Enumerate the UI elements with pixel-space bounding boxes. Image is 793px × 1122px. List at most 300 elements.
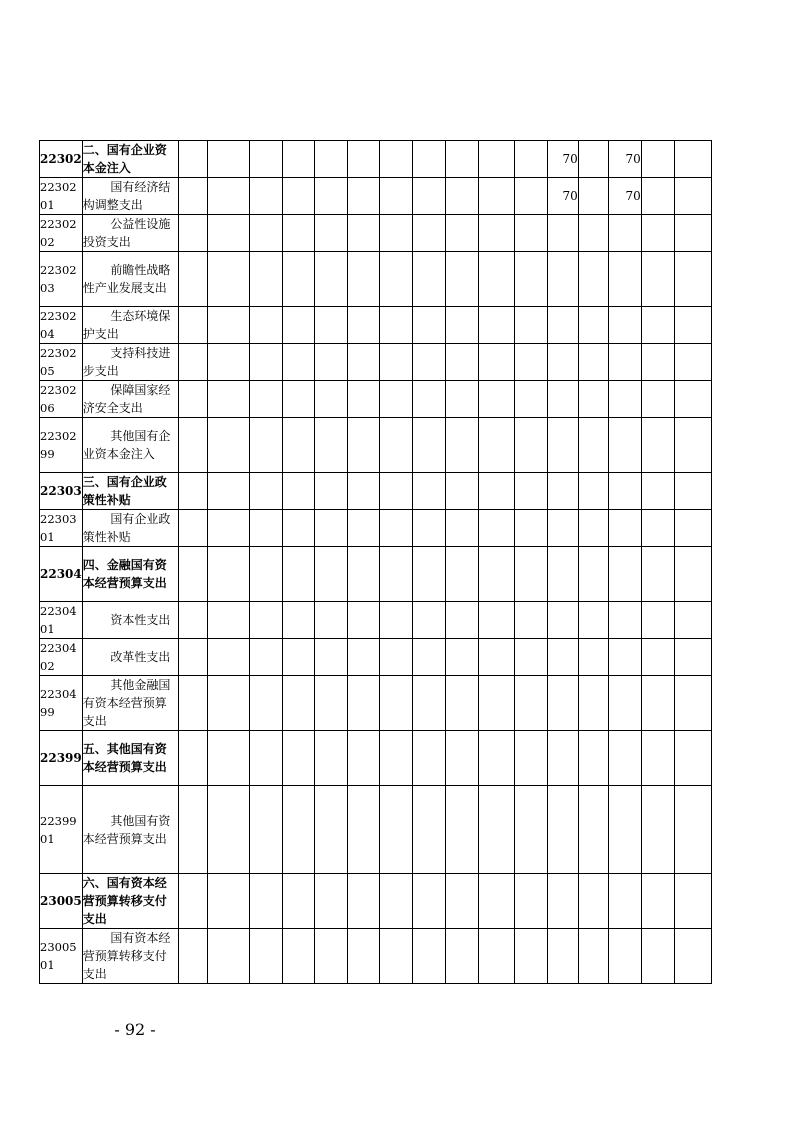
cell-value — [347, 178, 379, 215]
cell-value — [282, 178, 314, 215]
table-row — [40, 786, 712, 874]
cell-value — [282, 344, 314, 381]
cell-value — [608, 215, 641, 252]
cell-value — [314, 731, 347, 786]
cell-value — [282, 547, 314, 602]
cell-code: 22304 — [40, 547, 83, 602]
cell-value — [641, 141, 674, 178]
cell-value — [178, 602, 207, 639]
cell-item-name — [82, 602, 178, 639]
cell-item-name — [82, 381, 178, 418]
cell-value — [674, 215, 711, 252]
cell-value — [445, 381, 478, 418]
cell-item-name — [82, 252, 178, 307]
cell-value — [314, 676, 347, 731]
cell-value — [478, 874, 514, 929]
cell-value — [347, 215, 379, 252]
cell-value — [445, 602, 478, 639]
cell-value — [412, 786, 445, 874]
cell-value — [314, 141, 347, 178]
cell-value — [578, 874, 608, 929]
cell-value — [249, 639, 282, 676]
cell-value — [314, 473, 347, 510]
cell-value — [514, 381, 547, 418]
table-row — [40, 929, 712, 984]
cell-value — [641, 547, 674, 602]
cell-code: 2230204 — [40, 307, 83, 344]
item-name-text: 二、国有企业资本金注入 — [82, 143, 167, 175]
cell-value — [282, 381, 314, 418]
cell-value — [412, 676, 445, 731]
cell-value — [412, 344, 445, 381]
cell-code: 2230402 — [40, 639, 83, 676]
cell-value — [314, 307, 347, 344]
cell-value — [178, 178, 207, 215]
cell-code: 2230299 — [40, 418, 83, 473]
cell-value — [514, 510, 547, 547]
cell-value — [547, 929, 578, 984]
cell-value — [178, 215, 207, 252]
cell-value — [207, 731, 249, 786]
cell-value — [547, 547, 578, 602]
cell-code: 2230203 — [40, 252, 83, 307]
cell-value — [445, 929, 478, 984]
budget-table — [39, 140, 712, 984]
cell-value — [282, 252, 314, 307]
cell-value — [314, 786, 347, 874]
cell-value — [547, 381, 578, 418]
cell-value — [207, 874, 249, 929]
cell-value — [207, 215, 249, 252]
cell-value — [314, 381, 347, 418]
item-name-text: 其他国有资本经营预算支出 — [82, 813, 171, 846]
cell-value — [445, 178, 478, 215]
cell-code: 2230205 — [40, 344, 83, 381]
cell-value — [379, 786, 412, 874]
cell-value — [674, 731, 711, 786]
cell-value — [379, 639, 412, 676]
cell-value — [249, 874, 282, 929]
cell-value — [578, 418, 608, 473]
cell-value — [379, 418, 412, 473]
cell-value — [641, 929, 674, 984]
cell-value — [249, 307, 282, 344]
cell-value: 70 — [547, 141, 578, 178]
cell-value — [445, 418, 478, 473]
cell-value — [674, 874, 711, 929]
cell-value — [608, 602, 641, 639]
cell-value — [514, 639, 547, 676]
cell-value — [478, 639, 514, 676]
cell-code: 2230401 — [40, 602, 83, 639]
cell-value — [478, 510, 514, 547]
cell-value — [641, 252, 674, 307]
cell-value — [412, 547, 445, 602]
cell-value — [578, 639, 608, 676]
table-row — [40, 510, 712, 547]
cell-value — [674, 418, 711, 473]
cell-value — [514, 307, 547, 344]
cell-code: 2230206 — [40, 381, 83, 418]
cell-value — [412, 418, 445, 473]
cell-value — [207, 307, 249, 344]
cell-value — [207, 676, 249, 731]
table-row — [40, 141, 712, 178]
cell-value — [547, 602, 578, 639]
cell-value — [178, 874, 207, 929]
cell-value — [178, 929, 207, 984]
table-row — [40, 178, 712, 215]
cell-item-name — [82, 786, 178, 874]
table-row — [40, 731, 712, 786]
cell-value — [674, 929, 711, 984]
cell-value — [314, 547, 347, 602]
cell-code: 2230202 — [40, 215, 83, 252]
cell-code: 2230301 — [40, 510, 83, 547]
cell-value — [547, 307, 578, 344]
cell-value — [514, 929, 547, 984]
cell-value — [347, 473, 379, 510]
cell-value: 70 — [608, 178, 641, 215]
cell-value — [641, 874, 674, 929]
cell-value — [178, 676, 207, 731]
table-row — [40, 252, 712, 307]
cell-value — [608, 639, 641, 676]
cell-value — [207, 786, 249, 874]
cell-value — [641, 473, 674, 510]
cell-code: 2239901 — [40, 786, 83, 874]
cell-value — [547, 344, 578, 381]
cell-value — [514, 141, 547, 178]
cell-value — [178, 381, 207, 418]
table-row — [40, 639, 712, 676]
table-row — [40, 215, 712, 252]
cell-value — [547, 639, 578, 676]
item-name-text: 国有经济结构调整支出 — [82, 180, 171, 212]
cell-value — [578, 381, 608, 418]
cell-value — [379, 602, 412, 639]
cell-value — [347, 639, 379, 676]
cell-value — [578, 731, 608, 786]
cell-value — [547, 418, 578, 473]
cell-value — [207, 639, 249, 676]
cell-value — [608, 874, 641, 929]
cell-value — [314, 602, 347, 639]
cell-value — [547, 252, 578, 307]
cell-value — [547, 473, 578, 510]
cell-value — [608, 344, 641, 381]
cell-value — [674, 639, 711, 676]
cell-value — [445, 676, 478, 731]
cell-value — [674, 344, 711, 381]
cell-value — [379, 473, 412, 510]
cell-value — [412, 510, 445, 547]
cell-value — [347, 786, 379, 874]
cell-value — [412, 639, 445, 676]
cell-value — [249, 602, 282, 639]
cell-value — [445, 874, 478, 929]
cell-value — [478, 929, 514, 984]
cell-value — [478, 676, 514, 731]
cell-value — [674, 252, 711, 307]
table-row — [40, 473, 712, 510]
cell-value — [412, 602, 445, 639]
cell-value — [578, 307, 608, 344]
cell-value — [514, 178, 547, 215]
cell-value — [478, 141, 514, 178]
cell-value — [379, 178, 412, 215]
cell-value — [445, 473, 478, 510]
cell-value — [478, 602, 514, 639]
table-row — [40, 344, 712, 381]
item-name-text: 国有资本经营预算转移支付支出 — [82, 931, 171, 981]
cell-value — [178, 510, 207, 547]
cell-value — [379, 874, 412, 929]
cell-value — [608, 547, 641, 602]
cell-value — [314, 215, 347, 252]
cell-value — [514, 786, 547, 874]
cell-code: 2230201 — [40, 178, 83, 215]
cell-value — [249, 929, 282, 984]
cell-value — [282, 676, 314, 731]
cell-item-name — [82, 547, 178, 602]
cell-value — [412, 178, 445, 215]
cell-value — [445, 141, 478, 178]
cell-value — [207, 473, 249, 510]
item-name-text: 支持科技进步支出 — [82, 346, 171, 378]
item-name-text: 保障国家经济安全支出 — [82, 383, 171, 415]
cell-value — [178, 307, 207, 344]
item-name-text: 四、金融国有资本经营预算支出 — [82, 558, 167, 590]
cell-value — [514, 731, 547, 786]
cell-value — [608, 381, 641, 418]
page-number: - 92 - — [114, 1020, 156, 1039]
cell-value — [412, 473, 445, 510]
cell-value — [412, 252, 445, 307]
cell-value — [249, 473, 282, 510]
cell-value — [347, 381, 379, 418]
cell-value — [445, 639, 478, 676]
cell-value — [207, 929, 249, 984]
cell-value — [547, 874, 578, 929]
cell-value — [578, 676, 608, 731]
cell-value — [347, 510, 379, 547]
cell-value — [347, 731, 379, 786]
cell-value — [674, 676, 711, 731]
cell-value — [178, 344, 207, 381]
cell-value — [249, 141, 282, 178]
cell-item-name — [82, 307, 178, 344]
cell-value — [178, 141, 207, 178]
item-name-text: 资本性支出 — [110, 613, 171, 627]
cell-value — [674, 602, 711, 639]
cell-value — [641, 381, 674, 418]
cell-value — [207, 178, 249, 215]
cell-value — [578, 510, 608, 547]
cell-value — [445, 510, 478, 547]
cell-value — [314, 418, 347, 473]
cell-value: 70 — [608, 141, 641, 178]
cell-value — [282, 874, 314, 929]
cell-value — [249, 547, 282, 602]
cell-code: 23005 — [40, 874, 83, 929]
table-row — [40, 676, 712, 731]
cell-value — [514, 215, 547, 252]
cell-value — [347, 676, 379, 731]
cell-value — [547, 510, 578, 547]
cell-value — [249, 731, 282, 786]
cell-value — [578, 786, 608, 874]
cell-value — [249, 418, 282, 473]
cell-value — [478, 731, 514, 786]
cell-value — [674, 547, 711, 602]
cell-value — [379, 929, 412, 984]
table-row — [40, 874, 712, 929]
cell-value — [641, 178, 674, 215]
cell-value — [478, 178, 514, 215]
cell-value — [478, 786, 514, 874]
cell-value — [578, 473, 608, 510]
cell-value — [379, 307, 412, 344]
cell-value — [379, 731, 412, 786]
cell-value — [379, 676, 412, 731]
cell-value — [314, 178, 347, 215]
cell-value — [445, 344, 478, 381]
cell-code: 22302 — [40, 141, 83, 178]
cell-value — [641, 307, 674, 344]
item-name-text: 其他国有企业资本金注入 — [82, 429, 171, 461]
cell-value — [578, 215, 608, 252]
cell-value — [379, 252, 412, 307]
cell-value — [674, 786, 711, 874]
cell-value — [178, 731, 207, 786]
cell-value — [641, 215, 674, 252]
cell-value — [249, 252, 282, 307]
cell-value — [207, 141, 249, 178]
cell-value — [314, 639, 347, 676]
cell-value — [412, 731, 445, 786]
item-name-text: 改革性支出 — [110, 650, 171, 664]
cell-code: 22303 — [40, 473, 83, 510]
cell-value — [249, 178, 282, 215]
cell-item-name — [82, 510, 178, 547]
table-row — [40, 547, 712, 602]
table-row — [40, 602, 712, 639]
cell-value — [674, 307, 711, 344]
cell-value — [514, 418, 547, 473]
cell-code: 2300501 — [40, 929, 83, 984]
cell-value — [478, 215, 514, 252]
cell-value — [379, 215, 412, 252]
cell-value — [379, 547, 412, 602]
cell-item-name — [82, 473, 178, 510]
cell-item-name — [82, 215, 178, 252]
cell-code: 22399 — [40, 731, 83, 786]
item-name-text: 国有企业政策性补贴 — [82, 512, 171, 544]
table-row — [40, 307, 712, 344]
cell-item-name — [82, 418, 178, 473]
cell-value — [641, 344, 674, 381]
cell-value — [379, 141, 412, 178]
cell-value — [282, 510, 314, 547]
cell-value — [578, 141, 608, 178]
cell-value — [478, 307, 514, 344]
cell-value — [282, 639, 314, 676]
cell-value — [282, 141, 314, 178]
cell-value — [314, 510, 347, 547]
item-name-text: 生态环境保护支出 — [82, 309, 171, 341]
cell-item-name — [82, 929, 178, 984]
item-name-text: 五、其他国有资本经营预算支出 — [82, 742, 167, 774]
cell-value — [608, 786, 641, 874]
cell-value — [282, 215, 314, 252]
cell-value — [314, 874, 347, 929]
cell-value — [412, 307, 445, 344]
cell-value — [608, 510, 641, 547]
cell-value — [412, 381, 445, 418]
item-name-text: 其他金融国有资本经营预算支出 — [82, 678, 171, 728]
cell-value — [608, 929, 641, 984]
cell-value — [608, 418, 641, 473]
cell-code: 2230499 — [40, 676, 83, 731]
cell-value — [608, 252, 641, 307]
cell-value — [514, 252, 547, 307]
cell-value — [445, 547, 478, 602]
item-name-text: 六、国有资本经营预算转移支付支出 — [82, 876, 167, 926]
cell-value — [412, 929, 445, 984]
cell-value — [478, 344, 514, 381]
cell-value — [379, 344, 412, 381]
cell-value — [578, 344, 608, 381]
cell-value — [608, 307, 641, 344]
cell-value — [178, 418, 207, 473]
cell-value — [249, 786, 282, 874]
cell-value — [249, 510, 282, 547]
cell-value — [347, 602, 379, 639]
cell-value — [514, 547, 547, 602]
cell-value — [641, 786, 674, 874]
cell-value — [641, 602, 674, 639]
table-row — [40, 381, 712, 418]
cell-value — [578, 252, 608, 307]
cell-value — [207, 418, 249, 473]
cell-value — [207, 602, 249, 639]
cell-value — [608, 731, 641, 786]
cell-value — [641, 510, 674, 547]
cell-value — [178, 252, 207, 307]
cell-value — [674, 473, 711, 510]
cell-value — [207, 547, 249, 602]
cell-value — [347, 252, 379, 307]
item-name-text: 三、国有企业政策性补贴 — [82, 475, 167, 507]
cell-value — [478, 252, 514, 307]
cell-value — [412, 215, 445, 252]
cell-value — [347, 547, 379, 602]
cell-item-name — [82, 178, 178, 215]
cell-value — [478, 547, 514, 602]
cell-value — [178, 639, 207, 676]
cell-value — [578, 178, 608, 215]
cell-value — [249, 215, 282, 252]
cell-value — [207, 510, 249, 547]
cell-value — [207, 344, 249, 381]
cell-value — [608, 473, 641, 510]
cell-value — [608, 676, 641, 731]
cell-value — [282, 786, 314, 874]
cell-value — [641, 418, 674, 473]
cell-value — [547, 676, 578, 731]
cell-value — [314, 929, 347, 984]
